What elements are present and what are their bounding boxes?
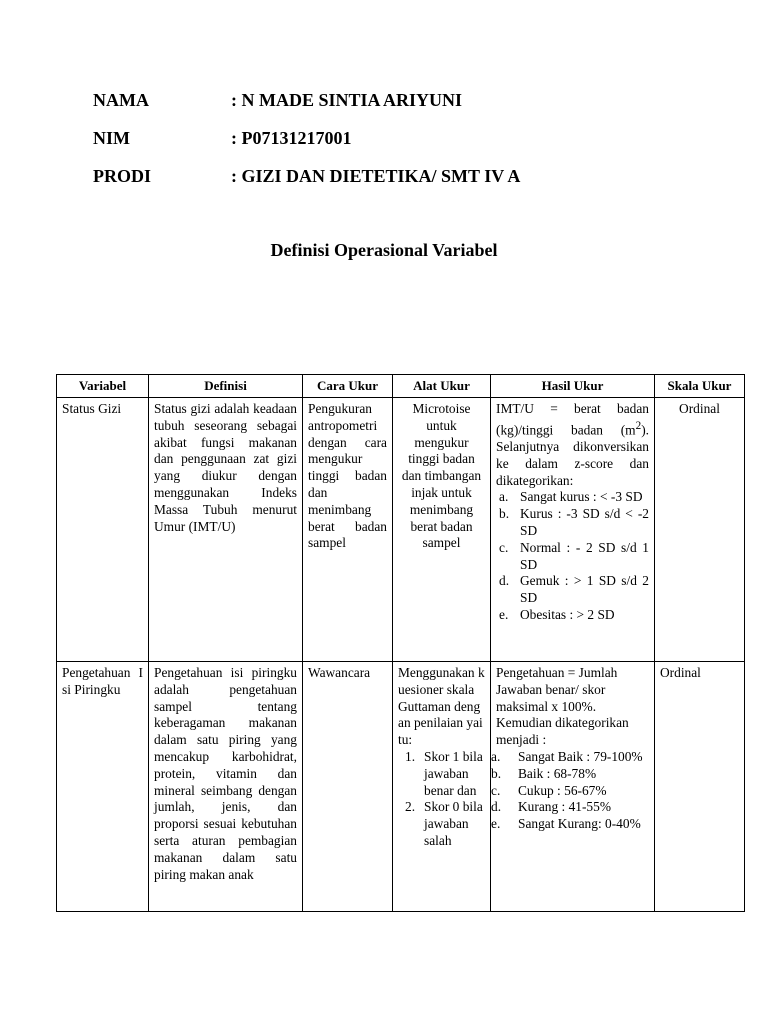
table-row [57,662,745,912]
list-marker: a. [499,489,509,505]
hasil-intro: Pengetahuan = Jumlah Jawaban benar/ skor maksimal x 100%. Kemudian dikategorikan menjadi : [496,665,629,748]
list-item [491,748,649,766]
table-row [57,398,745,662]
list-marker: b. [499,506,510,522]
list-marker: e. [491,816,501,832]
cell-skala-ukur: Ordinal [655,398,745,662]
hasil-intro-part1: IMT/U = berat badan (kg)/tinggi badan (m [496,401,649,438]
list-item [491,799,649,816]
list-item [496,607,649,624]
cell-hasil-ukur [491,662,655,912]
list-item [398,799,485,849]
header-alat-ukur: Alat Ukur [393,375,491,398]
list-text: Normal : - 2 SD s/d 1 SD [520,539,649,572]
cell-cara-ukur: Pengukuran antropometri dengan cara mengukur tinggi badan dan menimbang berat badan sampel [303,398,393,662]
list-text: Sangat Baik : 79-100% [518,748,643,764]
cell-definisi [149,662,303,912]
header-skala-ukur: Skala Ukur [655,375,745,398]
list-text: Sangat kurus : < -3 SD [520,489,643,505]
alat-ukur-content [398,665,485,907]
list-text: Skor 1 bila jawaban benar dan [424,748,483,798]
list-text: Kurus : -3 SD s/d < -2 SD [520,506,649,539]
list-marker: 1. [405,748,416,764]
cell-alat-ukur: Microtoise untuk mengukur tinggi badan dan timbangan injak untuk menimbang berat badan sampel [393,398,491,662]
list-marker: e. [499,607,509,623]
nim-row [93,126,520,164]
hasil-category-list [496,489,649,623]
list-text: Sangat Kurang: 0-40% [518,816,641,832]
list-text: Kurang : 41-55% [518,799,611,815]
cell-skala-ukur [655,662,745,912]
cell-alat-ukur [393,662,491,912]
list-item [491,816,649,833]
variable-definition-table [56,374,745,912]
document-title: Definisi Operasional Variabel [270,240,498,260]
hasil-intro-part2: ). Selanjutnya dikonversikan ke dalam z-score dan dikategorikan: [496,422,649,488]
cell-skala-ukur-text: Ordinal [660,665,701,680]
identity-header [93,88,520,202]
list-text: Skor 0 bila jawaban salah [424,799,483,848]
name-label: NAMA [93,90,149,110]
prodi-value: : GIZI DAN DIETETIKA/ SMT IV A [231,166,521,186]
list-marker: 2. [405,799,416,815]
list-text: Cukup : 56-67% [518,782,607,798]
alat-intro: Menggunakan kuesioner skala Guttaman dengan penilaian yaitu: [398,665,485,748]
cell-variabel: Status Gizi [57,398,149,662]
list-marker: c. [499,539,509,555]
list-text: Gemuk : > 1 SD s/d 2 SD [520,573,649,606]
header-definisi: Definisi [149,375,303,398]
list-marker: a. [491,748,501,764]
prodi-row [93,164,520,202]
nim-label: NIM [93,128,130,148]
cell-cara-ukur [303,662,393,912]
list-marker: d. [491,799,502,815]
header-hasil-ukur: Hasil Ukur [491,375,655,398]
name-value: : N MADE SINTIA ARIYUNI [231,90,463,110]
cell-definisi-text: Pengetahuan isi piringku adalah pengetahuan sampel tentang keberagaman makanan dalam satu piring yang mencakup karbohidrat, protein, vitamin dan mineral seimbang dengan jumlah, jenis, dan proporsi sesuai kebutuhan serta aturan pembagian makanan dalam satu piring makan anak [154,665,297,882]
list-item [398,749,485,799]
header-cara-ukur: Cara Ukur [303,375,393,398]
list-item [496,573,649,607]
list-marker: d. [499,573,510,589]
cell-hasil-ukur [491,398,655,662]
cell-variabel [57,662,149,912]
list-item [496,540,649,574]
hasil-intro-sup: 2 [635,419,642,432]
hasil-ukur-content [491,665,649,907]
list-item [496,506,649,540]
list-marker: b. [491,765,502,781]
list-item [491,782,649,800]
name-row [93,88,520,126]
header-variabel: Variabel [57,375,149,398]
prodi-label: PRODI [93,166,151,186]
table-header-row [57,375,745,398]
cell-definisi: Status gizi adalah keadaan tubuh seseorang sebagai akibat fungsi makanan dan penggunaan zat gizi yang diukur dengan menggunakan Indeks Massa Tubuh menurut Umur (IMT/U) [149,398,303,662]
nim-value: : P07131217001 [231,128,352,148]
cell-variabel-text: Pengetahuan Isi Piringku [62,665,143,697]
hasil-intro [496,401,649,489]
list-marker: c. [491,782,501,798]
cell-cara-ukur-text: Wawancara [308,665,371,680]
scoring-list [398,749,485,850]
list-text: Baik : 68-78% [518,765,597,781]
list-text: Obesitas : > 2 SD [520,607,615,623]
list-item [496,489,649,506]
knowledge-category-list [491,748,649,833]
list-item [491,765,649,783]
